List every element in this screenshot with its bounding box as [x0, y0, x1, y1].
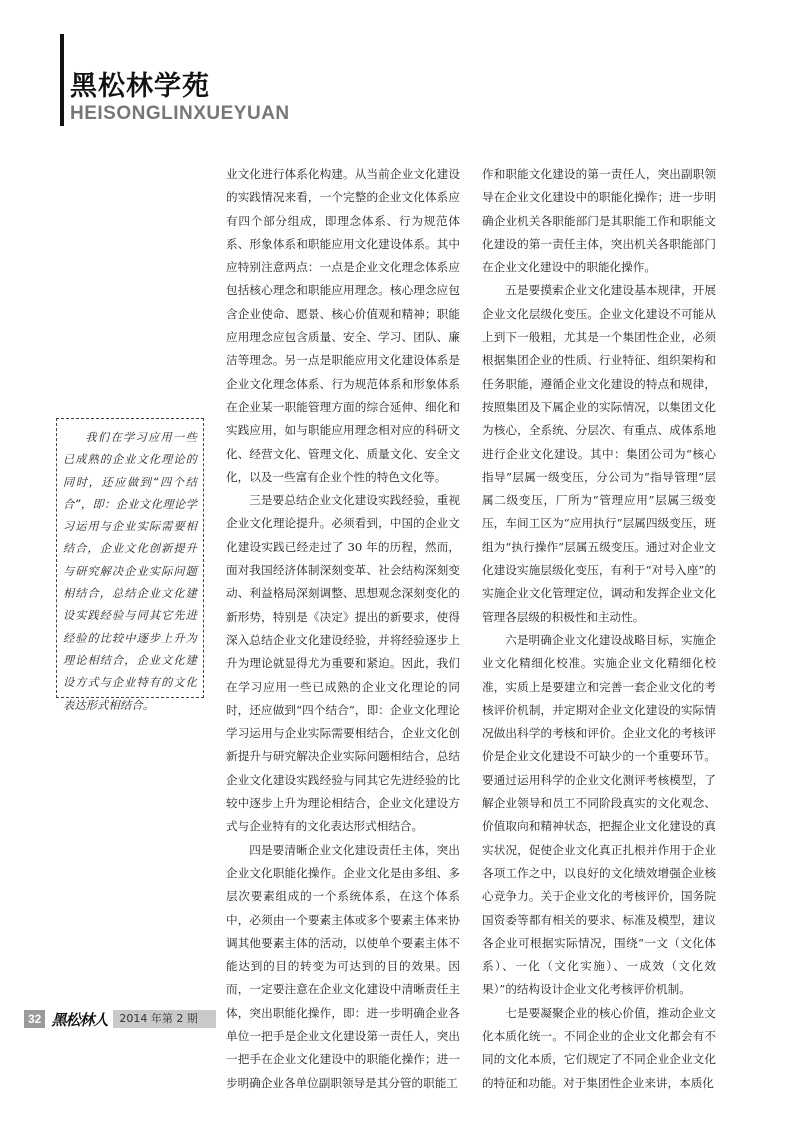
article-column-right [482, 163, 716, 1095]
header-accent-bar [60, 34, 64, 126]
paragraph: 四是要清晰企业文化建设责任主体，突出企业文化职能化操作。企业文化是由多组、多层次要素组成的一个系统体系，在这个体系中，必须由一个要素主体或多个要素主体来协调其他要素主体的活动，以使单个要素主体不能达到的目的转变为可达到的目的效果。因而，一定要注意在企业文化建设中清晰责任主体，突出职能化操作，即：进一步明确企业各单位一把手是企业文化建设第一责任人，突出一把手在企业文化建设中的职能化操作；进一步明确企业各单位副职领导是其分管的职能工 [226, 842, 460, 1090]
paragraph: 五是要摸索企业文化建设基本规律，开展企业文化层级化变压。企业文化建设不可能从上到下一般粗，尤其是一个集团性企业，必须根据集团企业的性质、行业特征、组织架构和任务职能，遵循企业文化建设的特点和规律，按照集团及下属企业的实际情况，以集团文化为核心，全系统、分层次、有重点、成体系地进行企业文化建设。其中：集团公司为“核心指导”层属一级变压，分公司为“指导管理”层属二级变压，厂所为“管理应用”层属三级变压，车间工区为“应用执行”层属四级变压，班组为“执行操作”层属五级变压。通过对企业文化建设实施层级化变压，有利于“对号入座”的实施企业文化管理定位，调动和发挥企业文化管理各层级的积极性和主动性。 [482, 283, 716, 624]
paragraph: 六是明确企业文化建设战略目标，实施企业文化精细化校准。实施企业文化精细化校准，实质上是要建立和完善一套企业文化的考核评价机制，并定期对企业文化建设的实际情况做出科学的考核和评价。企业文化的考核评价是企业文化建设不可缺少的一个重要环节。要通过运用科学的企业文化测评考核模型，了解企业领导和员工不同阶段真实的文化观念、价值取向和精神状态，把握企业文化建设的真实状况，促使企业文化真正扎根并作用于企业各项工作之中，以良好的文化绩效增强企业核心竞争力。关于企业文化的考核评价，国务院国资委等都有相关的要求、标准及模型，建议各企业可根据实际情况，围绕“一文（文化体系）、一化（文化实施）、一成效（文化效果）”的结构设计企业文化考核评价机制。 [482, 632, 716, 997]
column-title: 黑松林学苑 [70, 71, 210, 102]
pull-quote-box [56, 418, 204, 712]
paragraph: 七是要凝聚企业的核心价值，推动企业文化本质化统一。不同企业的企业文化都会有不同的文化本质，它们规定了不同企业企业文化的特征和功能。对于集团性企业来讲，本质化 [482, 1005, 716, 1090]
page-number: 32 [24, 1010, 45, 1028]
paragraph: 三是要总结企业文化建设实践经验，重视企业文化理论提升。必须看到，中国的企业文化建设实践已经走过了 30 年的历程，然而，面对我国经济体制深刻变革、社会结构深刻变动、利益格局深刻调整、思想观念深刻变化的新形势，特别是《决定》提出的新要求，使得深入总结企业文化建设经验，并将经验逐步上升为理论就显得尤为重要和紧迫。因此，我们在学习应用一些已成熟的企业文化理论的同时，还应做到“四个结合”，即：企业文化理论学习运用与企业实际需要相结合，企业文化创新提升与研究解决企业实际问题相结合，总结企业文化建设实践经验与同其它先进经验的比较中逐步上升为理论相结合，企业文化建设方式与企业特有的文化表达形式相结合。 [226, 493, 460, 834]
column-title-pinyin: HEISONGLINXUEYUAN [70, 103, 290, 124]
page-footer [24, 1010, 216, 1028]
paragraph: 作和职能文化建设的第一责任人，突出副职领导在企业文化建设中的职能化操作；进一步明确企业机关各职能部门是其职能工作和职能文化建设的第一责任主体，突出机关各职能部门在企业文化建设中的职能化操作。 [482, 167, 716, 275]
issue-label: 2014 年第 2 期 [113, 1010, 215, 1028]
pull-quote-text: 我们在学习应用一些已成熟的企业文化理论的同时，还应做到“四个结合”，即：企业文化理论学习运用与企业实际需要相结合，企业文化创新提升与研究解决企业实际问题相结合，总结企业文化建设实践经验与同其它先进经验的比较中逐步上升为理论相结合，企业文化建设方式与企业特有的文化表达形式相结合。 [63, 431, 197, 712]
article-column-left [226, 163, 460, 1095]
paragraph: 业文化进行体系化构建。从当前企业文化建设的实践情况来看，一个完整的企业文化体系应有四个部分组成，即理念体系、行为规范体系、形象体系和职能应用文化建设体系。其中应特别注意两点：一点是企业文化理念体系应包括核心理念和职能应用理念。核心理念应包含企业使命、愿景、核心价值观和精神；职能应用理念应包含质量、安全、学习、团队、廉洁等理念。另一点是职能应用文化建设体系是企业文化理念体系、行为规范体系和形象体系在企业某一职能管理方面的综合延伸、细化和实践应用，如与职能应用理念相对应的科研文化、经营文化、管理文化、质量文化、安全文化，以及一些富有企业个性的特色文化等。 [226, 167, 460, 484]
magazine-logo: 黑松林人 [51, 1010, 108, 1029]
